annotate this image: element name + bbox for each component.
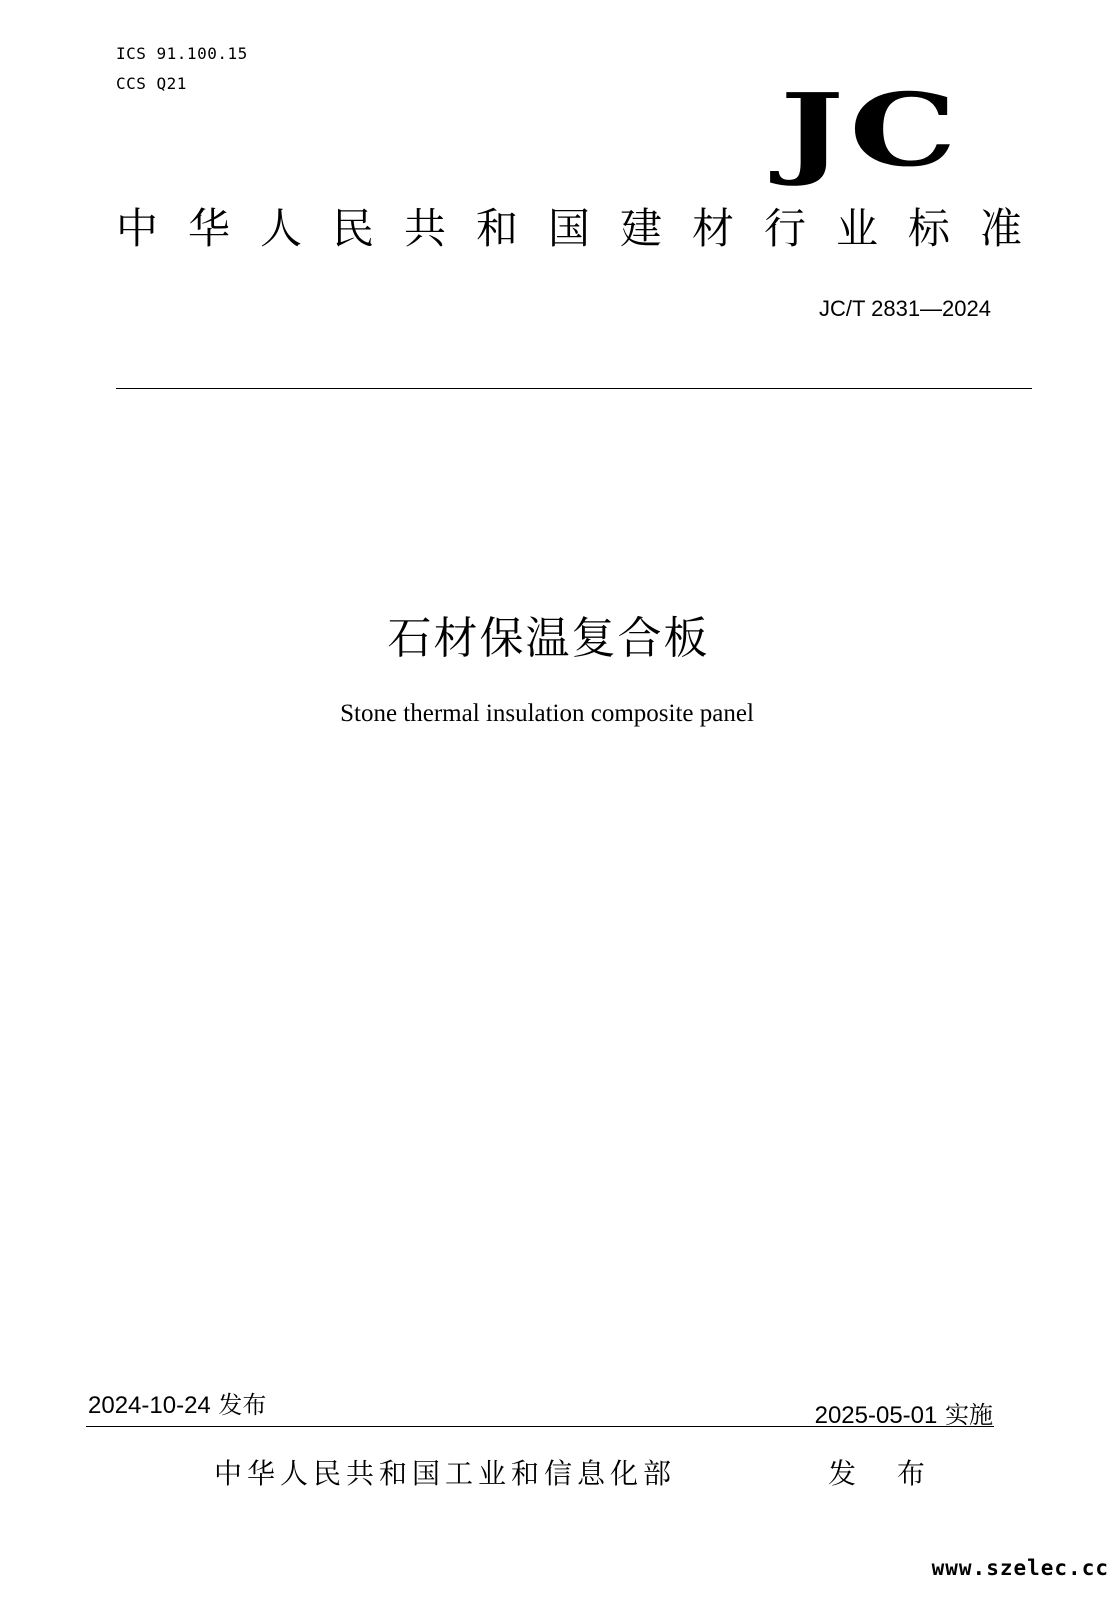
implement-date-line [815, 1395, 993, 1430]
standard-code: JC/T 2831—2024 [818, 296, 991, 321]
ccs-number: CCS Q21 [116, 74, 187, 93]
publish-label: 发 布 [828, 1457, 941, 1490]
title-english: Stone thermal insulation composite panel [340, 700, 754, 727]
issue-date-line [88, 1385, 266, 1420]
issue-label: 发布 [218, 1391, 267, 1419]
implement-label: 实施 [945, 1401, 993, 1429]
ics-number: ICS 91.100.15 [116, 44, 248, 63]
standard-category: 中华人民共和国建材行业标准 [116, 204, 1053, 253]
jc-logo: JC [780, 71, 963, 189]
issue-date: 2024-10-24 [88, 1392, 211, 1419]
title-chinese: 石材保温复合板 [387, 613, 710, 664]
top-divider [116, 388, 1032, 389]
issuer-name: 中华人民共和国工业和信息化部 [214, 1457, 677, 1490]
watermark-link[interactable]: www.szelec.cc [931, 1556, 1109, 1580]
bottom-divider [86, 1426, 994, 1427]
implement-date: 2025-05-01 [814, 1402, 938, 1429]
